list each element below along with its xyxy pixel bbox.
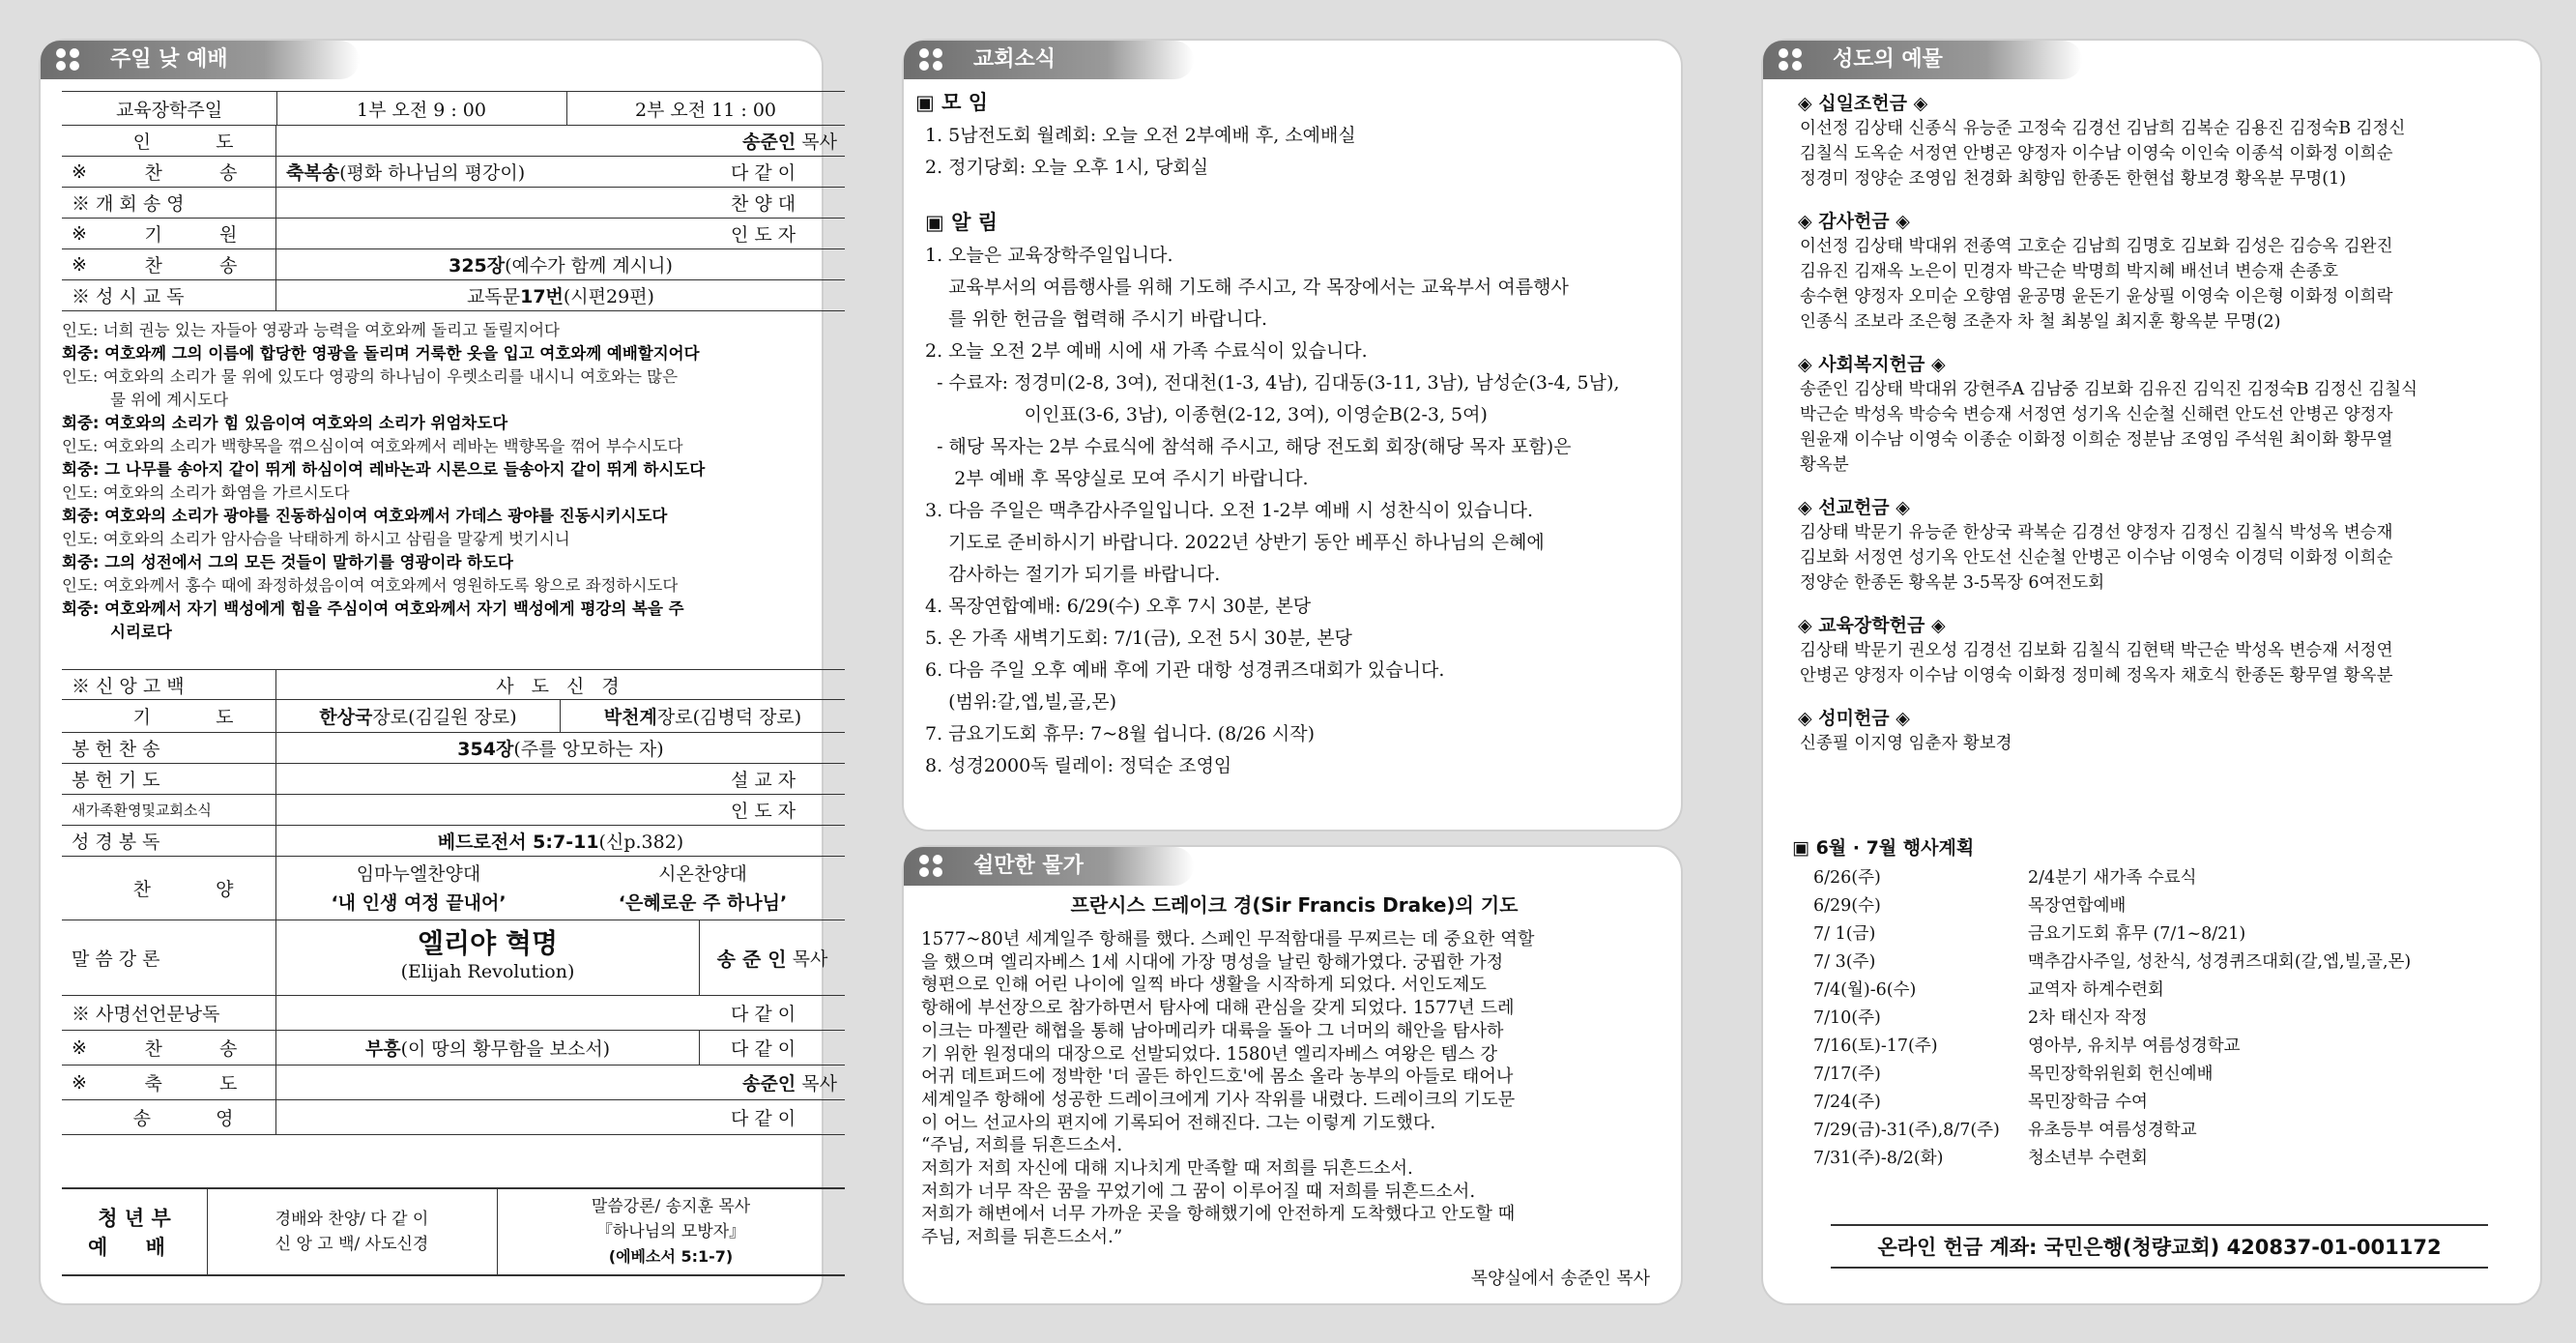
- water-line: 이크는 마젤란 해협을 통해 남아메리카 대륙을 돌아 그 너머의 해안을 탐사하: [921, 1020, 1504, 1041]
- water-line: 저희가 해변에서 너무 가까운 곳을 항해했기에 안전하게 도착했다고 안도할 때: [921, 1204, 1516, 1225]
- opening-who: 찬 양 대: [731, 193, 796, 215]
- row-prayer: [62, 700, 845, 733]
- responsive-speaker: 인도:: [62, 321, 99, 339]
- schedule-date: 7/29(금)-31(주),8/7(주): [1813, 1121, 2000, 1140]
- row-label: ※ 축 도: [62, 1066, 276, 1099]
- mission-who: 다 같 이: [731, 1004, 796, 1025]
- offering-names-line: 원윤재 이수남 이영숙 이종순 이화정 이희순 정분남 조영임 주석원 최이화 황무열: [1800, 430, 2393, 450]
- scripture-ref: 베드로전서 5:7-11: [437, 832, 599, 853]
- worship-table-2: [62, 669, 845, 1249]
- schedule-date: 6/26(주): [1813, 868, 1881, 888]
- offering-group-title: ◈ 성미헌금 ◈: [1798, 708, 1910, 729]
- youth-sermon-ref: (에베소서 5:1-7): [608, 1247, 734, 1266]
- responsive-text: 여호와의 소리가 물 위에 있도다 영광의 하나님이 우렛소리를 내시니 여호와는 많은: [102, 367, 679, 386]
- responsive-line: [62, 551, 513, 573]
- responsive-reading: [62, 319, 845, 648]
- service-name: 교육장학주일: [62, 92, 277, 125]
- anthem-1-choir: 임마누엘찬양대: [356, 863, 481, 885]
- water-signature: 목양실에서 송준인 목사: [1470, 1269, 1650, 1289]
- notice-line: 6. 다음 주일 오후 예배 후에 기관 대항 성경퀴즈대회가 있습니다.: [925, 659, 1445, 681]
- offering-names-line: 안병곤 양정자 이수남 이영숙 이화정 정미혜 정옥자 채호식 한종돈 황무열 황옥분: [1800, 666, 2393, 686]
- offering-group-title: ◈ 사회복지헌금 ◈: [1798, 354, 1946, 375]
- meeting-item: 1. 5남전도회 월례회: 오늘 오전 2부예배 후, 소예배실: [925, 125, 1356, 146]
- responsive-line: [62, 412, 507, 434]
- notice-line: 2. 오늘 오전 2부 예배 시에 새 가족 수료식이 있습니다.: [925, 340, 1368, 362]
- offering-names-line: 김칠식 도옥순 서정연 안병곤 양정자 이수남 이영숙 이인숙 이종석 이화정 이희순: [1800, 144, 2393, 163]
- offering-group-title: ◈ 감사헌금 ◈: [1798, 211, 1910, 232]
- notice-line: 3. 다음 주일은 맥추감사주일입니다. 오전 1-2부 예배 시 성찬식이 있습니다.: [925, 500, 1534, 521]
- row-label: ※ 사명선언문낭독: [62, 996, 276, 1030]
- row-hymn-1: [62, 157, 845, 188]
- water-line: 저희가 저희 자신에 대해 지나치게 만족할 때 저희를 뒤흔드소서.: [921, 1158, 1413, 1180]
- responsive-line: [62, 574, 678, 597]
- responsive-text: 여호와께서 자기 백성에게 힘을 주심이여 여호와께서 자기 백성에게 평강의 복을 주: [104, 599, 684, 618]
- second-service-time: 2부 오전 11 : 00: [634, 99, 777, 121]
- water-line: 세계일주 항해에 성공한 드레이크에게 기사 작위를 내렸다. 드레이크의 기도문: [921, 1089, 1516, 1110]
- dots-icon: [56, 48, 91, 72]
- prayer-1-title: 장로(김길원 장로): [372, 707, 517, 728]
- row-hymn-2: [62, 249, 845, 280]
- row-label: ※ 신 앙 고 백: [62, 670, 276, 699]
- responsive-number: 17번: [520, 286, 564, 307]
- row-label: 말 씀 강 론: [62, 920, 276, 995]
- row-invocation: [62, 219, 845, 249]
- responsive-text: 여호와께 그의 이름에 합당한 영광을 돌리며 거룩한 옷을 입고 여호와께 예배할지어다: [104, 344, 700, 363]
- youth-sermon: 말씀강론/ 송지훈 목사: [591, 1197, 751, 1216]
- notice-line: 7. 금요기도회 휴무: 7~8월 쉽니다. (8/26 시작): [925, 723, 1315, 744]
- meeting-list: [925, 120, 1356, 184]
- row-offering-prayer: [62, 764, 845, 795]
- responsive-text: 여호와의 소리가 힘 있음이여 여호와의 소리가 위엄차도다: [104, 414, 508, 432]
- notice-line: 를 위한 헌금을 협력해 주시기 바랍니다.: [925, 308, 1268, 330]
- notice-line: - 수료자: 정경미(2-8, 3여), 전대천(1-3, 4남), 김대동(3-11, 3남), 남성순(3-4, 5남),: [925, 372, 1620, 394]
- leader-name: 송준인: [742, 131, 796, 153]
- schedule-event: 맥추감사주일, 성찬식, 성경퀴즈대회(갈,엡,빌,골,몬): [2028, 952, 2412, 972]
- anthem-2-title: ‘은혜로운 주 하나님’: [618, 892, 788, 914]
- notice-title: ▣ 알 림: [925, 211, 999, 234]
- notice-line: 기도로 준비하시기 바랍니다. 2022년 상반기 동안 베푸신 하나님의 은혜에: [925, 532, 1545, 553]
- schedule-row: [1813, 977, 2509, 1005]
- offering-prayer-who: 설 교 자: [731, 770, 796, 791]
- worship-order-panel: [39, 39, 837, 1305]
- news-header: [904, 41, 1194, 79]
- offering-names-line: 송수현 양정자 오미순 오향염 윤공명 윤돈기 윤상필 이영숙 이은형 이화정 이희락: [1800, 287, 2393, 307]
- youth-creed: 신 앙 고 백/ 사도신경: [275, 1235, 429, 1254]
- responsive-text: 그의 성전에서 그의 모든 것들이 말하기를 영광이라 하도다: [104, 553, 513, 571]
- schedule-date: 7/ 3(주): [1813, 952, 1876, 972]
- schedule-event: 2/4분기 새가족 수료식: [2028, 868, 2197, 888]
- schedule-date: 7/17(주): [1813, 1065, 1881, 1084]
- responsive-speaker: 인도:: [62, 530, 99, 548]
- worship-header-label: 주일 낮 예배: [110, 47, 228, 72]
- offering-names-line: 김상태 박문기 유능준 한상국 곽복순 김경선 양정자 김정신 김칠식 박성옥 변승재: [1800, 523, 2393, 542]
- responsive-line: [62, 528, 570, 550]
- offering-names-line: 이선정 김상태 박대위 전종역 고호순 김남희 김명호 김보화 김성은 김승옥 김완진: [1800, 237, 2393, 256]
- schedule-event: 목민장학위원회 헌신예배: [2028, 1065, 2214, 1084]
- meeting-item: 2. 정기당회: 오늘 오후 1시, 당회실: [925, 157, 1209, 178]
- hymn-2-number: 325장: [449, 255, 506, 277]
- hymn-1-title: 축복송: [286, 162, 340, 184]
- schedule-title: ▣ 6월 · 7월 행사계획: [1792, 837, 1975, 859]
- row-scripture: [62, 826, 845, 857]
- schedule-row: [1813, 892, 2509, 920]
- schedule-event: 교역자 하계수련회: [2028, 980, 2164, 1000]
- notice-line: (범위:갈,엡,빌,골,몬): [925, 691, 1117, 713]
- notice-line: 5. 온 가족 새벽기도회: 7/1(금), 오전 5시 30분, 본당: [925, 628, 1352, 649]
- responsive-speaker: 회중:: [62, 344, 100, 363]
- schedule-list: [1813, 864, 2509, 1193]
- row-sermon: [62, 920, 845, 996]
- benediction-name: 송준인: [742, 1073, 796, 1095]
- invocation-who: 인 도 자: [731, 224, 796, 246]
- water-line: 형편으로 인해 어린 나이에 일찍 바다 생활을 시작하게 되었다. 서인도제도: [921, 975, 1487, 996]
- responsive-speaker: 인도:: [62, 367, 99, 386]
- family-who: 인 도 자: [731, 801, 796, 822]
- responsive-line: [62, 482, 350, 504]
- responsive-psalm: (시편29편): [563, 286, 654, 307]
- worship-header: [41, 41, 360, 79]
- row-label: 봉 헌 찬 송: [62, 733, 276, 763]
- water-line: “주님, 저희를 뒤흔드소서.: [921, 1135, 1123, 1156]
- responsive-text: 물 위에 계시도다: [110, 391, 229, 409]
- first-service-time: 1부 오전 9 : 00: [276, 92, 567, 125]
- row-anthem: [62, 857, 845, 920]
- responsive-line: [110, 621, 172, 643]
- row-label: 봉 헌 기 도: [62, 764, 276, 794]
- hymn-1-who: 다 같 이: [731, 162, 796, 184]
- sermon-subtitle: (Elijah Revolution): [400, 961, 575, 982]
- water-line: 기 위한 원정대의 대장으로 선발되었다. 1580년 엘리자베스 여왕은 템스 강: [921, 1043, 1498, 1065]
- offering-names-line: 이선정 김상태 신종식 유능준 고정숙 김경선 김남희 김복순 김용진 김정숙B 김정신: [1800, 119, 2406, 138]
- notice-line: - 해당 목자는 2부 수료식에 참석해 주시고, 해당 전도회 회장(해당 목자 포함)은: [925, 436, 1572, 457]
- church-news-panel: [902, 39, 1683, 832]
- schedule-event: 목장연합예배: [2028, 896, 2127, 916]
- schedule-row: [1813, 920, 2509, 949]
- row-label: 송 영: [62, 1100, 276, 1134]
- account-box: [1831, 1224, 2488, 1269]
- youth-service-box: [62, 1187, 845, 1276]
- preacher-suffix: 목사: [792, 949, 828, 970]
- dots-icon: [919, 48, 954, 72]
- row-label: 찬 양: [62, 857, 276, 920]
- row-mission: [62, 996, 845, 1031]
- row-label: ※ 찬 송: [62, 1031, 276, 1065]
- water-line: 저희가 너무 작은 꿈을 꾸었기에 그 꿈이 이루어질 때 저희를 뒤흔드소서.: [921, 1181, 1476, 1202]
- sermon-title: 엘리야 혁명: [418, 927, 558, 959]
- row-hymn-3: [62, 1031, 845, 1066]
- offering-names-line: 김유진 김재옥 노은이 민경자 박근순 박명희 박지혜 배선녀 변승재 손종호: [1800, 262, 2339, 281]
- water-header-label: 쉴만한 물가: [973, 854, 1084, 878]
- water-text: [921, 928, 1667, 1249]
- responsive-line: [110, 389, 228, 411]
- news-header-label: 교회소식: [973, 47, 1056, 72]
- leader-suffix: 목사: [801, 131, 837, 153]
- schedule-date: 6/29(수): [1813, 896, 1881, 916]
- schedule-row: [1813, 864, 2509, 892]
- hymn-1-sub: (평화 하나님의 평강이): [339, 162, 526, 184]
- hymn-3-title: 부흥: [364, 1038, 401, 1060]
- schedule-event: 목민장학금 수여: [2028, 1093, 2148, 1112]
- row-family: [62, 795, 845, 826]
- youth-label-1: 청 년 부: [98, 1207, 171, 1230]
- responsive-line: [62, 319, 560, 341]
- notice-line: 이인표(3-6, 3남), 이종현(2-12, 3여), 이영순B(2-3, 5여): [925, 404, 1488, 425]
- water-line: 을 했으며 엘리자베스 1세 시대에 가장 명성을 날린 항해가였다. 궁핍한 가정: [921, 951, 1504, 973]
- responsive-speaker: 인도:: [62, 576, 99, 595]
- responsive-text: 여호와의 소리가 광야를 진동하심이여 여호와께서 가데스 광야를 진동시키시도다: [104, 507, 668, 525]
- offering-song-number: 354장: [457, 739, 514, 760]
- prayer-1-name: 한상국: [319, 707, 373, 728]
- schedule-row: [1813, 949, 2509, 977]
- notice-line: 8. 성경2000독 릴레이: 정덕순 조영임: [925, 755, 1232, 776]
- hymn-3-who: 다 같 이: [731, 1038, 796, 1060]
- schedule-event: 2차 태신자 작정: [2028, 1008, 2148, 1028]
- prayer-2-title: 장로(김병덕 장로): [656, 707, 802, 728]
- row-label: ※ 성 시 교 독: [62, 280, 276, 310]
- schedule-row: [1813, 1145, 2509, 1173]
- schedule-row: [1813, 1005, 2509, 1033]
- benediction-suffix: 목사: [801, 1073, 837, 1095]
- offering-names-line: 황옥분: [1800, 455, 1849, 475]
- offering-names-line: 인종식 조보라 조은형 조춘자 차 철 최봉일 최지훈 황옥분 무명(2): [1800, 312, 2281, 332]
- responsive-text: 여호와께서 홍수 때에 좌정하셨음이여 여호와께서 영원하도록 왕으로 좌정하시도다: [102, 576, 679, 595]
- dots-icon: [919, 855, 954, 878]
- youth-praise: 경배와 찬양/ 다 같 이: [275, 1210, 429, 1229]
- offering-names-line: 신종필 이지영 임춘자 황보경: [1800, 734, 2012, 753]
- offering-names-line: 김상태 박문기 권오성 김경선 김보화 김칠식 김현택 박근순 박성옥 변승재 서정연: [1800, 641, 2393, 660]
- responsive-speaker: 회중:: [62, 553, 100, 571]
- offering-names-line: 송준인 김상태 박대위 강현주A 김남중 김보화 김유진 김익진 김정숙B 김정신 김칠식: [1800, 380, 2417, 399]
- water-header: [904, 847, 1194, 886]
- offering-names-line: 김보화 서정연 성기옥 안도선 신순철 안병곤 이수남 이영숙 이경덕 이화정 이희순: [1800, 548, 2393, 568]
- offering-names-line: 정양순 한종돈 황옥분 3-5목장 6여전도회: [1800, 573, 2105, 593]
- offering-group-title: ◈ 십일조헌금 ◈: [1798, 93, 1928, 114]
- row-label: ※ 찬 송: [62, 157, 276, 187]
- service-time-row: [62, 91, 845, 126]
- youth-sermon-title: 『하나님의 모방자』: [595, 1222, 746, 1241]
- scripture-page: (신p.382): [598, 832, 684, 853]
- notice-line: 감사하는 절기가 되기를 바랍니다.: [925, 564, 1221, 585]
- responsive-speaker: 회중:: [62, 599, 100, 618]
- responsive-line: [62, 435, 683, 457]
- schedule-date: 7/ 1(금): [1813, 924, 1876, 944]
- anthem-2-choir: 시온찬양대: [658, 863, 747, 885]
- schedule-date: 7/10(주): [1813, 1008, 1881, 1028]
- responsive-speaker: 인도:: [62, 483, 99, 502]
- row-label: 성 경 봉 독: [62, 826, 276, 856]
- offering-names-line: 박근순 박성옥 박승숙 변승재 서정연 성기옥 신순철 신해련 안도선 안병곤 양정자: [1800, 405, 2393, 424]
- responsive-speaker: 회중:: [62, 414, 100, 432]
- notice-line: 1. 오늘은 교육장학주일입니다.: [925, 245, 1173, 266]
- responsive-text: 시리로다: [110, 623, 172, 641]
- row-label: ※ 개 회 송 영: [62, 188, 276, 218]
- schedule-row: [1813, 1117, 2509, 1145]
- responsive-speaker: 인도:: [62, 437, 99, 455]
- hymn-2-title: (예수가 함께 계시니): [505, 255, 673, 277]
- water-line: 이 어느 선교사의 편지에 기록되어 전해진다. 그는 이렇게 기도했다.: [921, 1112, 1436, 1133]
- responsive-speaker: 회중:: [62, 507, 100, 525]
- row-offering-song: [62, 733, 845, 764]
- water-title: 프란시스 드레이크 경(Sir Francis Drake)의 기도: [1070, 893, 1519, 917]
- row-label: ※ 찬 송: [62, 249, 276, 279]
- row-leader: [62, 126, 845, 157]
- schedule-event: 청소년부 수련회: [2028, 1149, 2148, 1168]
- responsive-text: 그 나무를 송아지 같이 뛰게 하심이여 레바논과 시론으로 들송아지 같이 뛰게 하시도다: [104, 460, 706, 479]
- offering-header-label: 성도의 예물: [1833, 47, 1943, 72]
- water-line: 1577~80년 세계일주 항해를 했다. 스페인 무적함대를 무찌르는 데 중요한 역할: [921, 929, 1535, 949]
- schedule-event: 영아부, 유치부 여름성경학교: [2028, 1036, 2241, 1056]
- anthem-1-title: ‘내 인생 여정 끝내어’: [331, 892, 507, 914]
- water-line: 항해에 부선장으로 참가하면서 탐사에 대해 관심을 갖게 되었다. 1577년 드레: [921, 998, 1515, 1019]
- notice-line: 교육부서의 여름행사를 위해 기도해 주시고, 각 목장에서는 교육부서 여름행사: [925, 277, 1569, 298]
- schedule-row: [1813, 1089, 2509, 1117]
- row-label: 인 도: [62, 126, 276, 156]
- meeting-title: ▣ 모 임: [915, 91, 989, 114]
- account-info: 온라인 헌금 계좌: 국민은행(청량교회) 420837-01-001172: [1877, 1236, 2442, 1259]
- row-benediction: [62, 1066, 845, 1100]
- notice-line: 2부 예배 후 목양실로 모여 주시기 바랍니다.: [925, 468, 1309, 489]
- responsive-line: [62, 505, 667, 527]
- schedule-date: 7/4(월)-6(수): [1813, 980, 1917, 1000]
- responsive-text: 여호와의 소리가 암사슴을 낙태하게 하시고 삼림을 말갛게 벗기시니: [102, 530, 570, 548]
- dots-icon: [1779, 48, 1813, 72]
- notice-line: 4. 목장연합예배: 6/29(수) 오후 7시 30분, 본당: [925, 596, 1312, 617]
- prayer-2-name: 박천계: [603, 707, 657, 728]
- doxology-who: 다 같 이: [731, 1108, 796, 1129]
- still-waters-panel: [902, 845, 1683, 1305]
- row-creed: [62, 669, 845, 700]
- row-label: ※ 기 원: [62, 219, 276, 248]
- responsive-pre: 교독문: [467, 286, 521, 307]
- offering-group-title: ◈ 교육장학헌금 ◈: [1798, 615, 1946, 636]
- responsive-text: 너희 권능 있는 자들아 영광과 능력을 여호와께 돌리고 돌릴지어다: [102, 321, 560, 339]
- row-opening: [62, 188, 845, 219]
- schedule-date: 7/24(주): [1813, 1093, 1881, 1112]
- offering-song-title: (주를 앙모하는 자): [513, 739, 664, 760]
- responsive-line: [62, 342, 700, 365]
- responsive-text: 여호와의 소리가 화염을 가르시도다: [102, 483, 350, 502]
- responsive-text: 여호와의 소리가 백향목을 꺾으심이여 여호와께서 레바논 백향목을 꺾어 부수시도다: [102, 437, 683, 455]
- row-doxology: [62, 1100, 845, 1135]
- row-responsive: [62, 280, 845, 311]
- notice-list: [925, 240, 1619, 782]
- youth-label-2: 예 배: [88, 1236, 181, 1259]
- offering-group-title: ◈ 선교헌금 ◈: [1798, 497, 1910, 518]
- schedule-date: 7/16(토)-17(주): [1813, 1036, 1938, 1056]
- schedule-row: [1813, 1033, 2509, 1061]
- water-line: 주님, 저희를 뒤흔드소서.”: [921, 1227, 1123, 1248]
- responsive-line: [62, 598, 684, 620]
- schedule-event: 금요기도회 휴무 (7/1~8/21): [2028, 924, 2246, 944]
- creed-text: 사 도 신 경: [496, 675, 625, 697]
- offering-names-line: 정경미 정양순 조영임 천경화 최향임 한종돈 한현섭 황보경 황옥분 무명(1): [1800, 169, 2347, 189]
- schedule-row: [1813, 1061, 2509, 1089]
- responsive-speaker: 회중:: [62, 460, 100, 479]
- row-label: 새가족환영및교회소식: [62, 795, 276, 825]
- responsive-line: [62, 458, 705, 481]
- hymn-3-sub: (이 땅의 황무함을 보소서): [400, 1038, 611, 1060]
- responsive-line: [62, 365, 678, 388]
- row-label: 기 도: [62, 700, 276, 732]
- offering-panel: [1761, 39, 2542, 1305]
- offering-header: [1763, 41, 2082, 79]
- schedule-event: 유초등부 여름성경학교: [2028, 1121, 2197, 1140]
- schedule-date: 7/31(주)-8/2(화): [1813, 1149, 1944, 1168]
- water-line: 어귀 데트퍼드에 정박한 '더 골든 하인드호'에 몸소 올라 농부의 아들로 태어나: [921, 1066, 1514, 1088]
- preacher-name: 송 준 인: [716, 948, 787, 971]
